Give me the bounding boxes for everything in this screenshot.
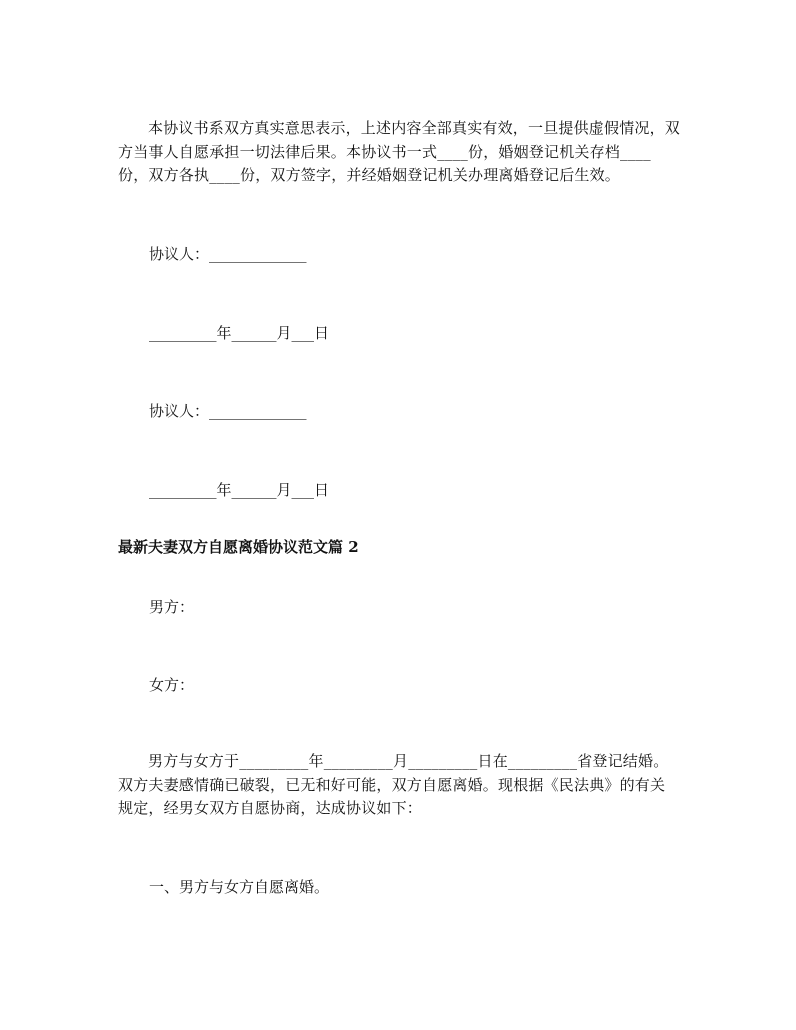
date-line-2: _________年______月___日: [149, 481, 330, 499]
clause-1: 一、男方与女方自愿离婚。: [149, 878, 330, 896]
section-title: 最新夫妻双方自愿离婚协议范文篇 2: [118, 538, 359, 556]
female-party-label: 女方：: [149, 676, 195, 694]
signer-line-2: 协议人：_____________: [149, 402, 307, 420]
intro-paragraph: 本协议书系双方真实意思表示，上述内容全部真实有效，一旦提供虚假情况，双方当事人自愿承担一切法律后果。本协议书一式____份，婚姻登记机关存档____份，双方各执____份，双方签字，并经婚姻登记机关办理离婚登记后生效。: [118, 119, 681, 184]
signer-line-1: 协议人：_____________: [149, 245, 307, 263]
marriage-paragraph: 男方与女方于_________年_________月_________日在_________省登记结婚。双方夫妻感情确已破裂，已无和好可能，双方自愿离婚。现根据《民法典》的有关规定，经男女双方自愿协商，达成协议如下：: [118, 752, 669, 817]
male-party-label: 男方：: [149, 598, 195, 616]
date-line-1: _________年______月___日: [149, 324, 330, 342]
